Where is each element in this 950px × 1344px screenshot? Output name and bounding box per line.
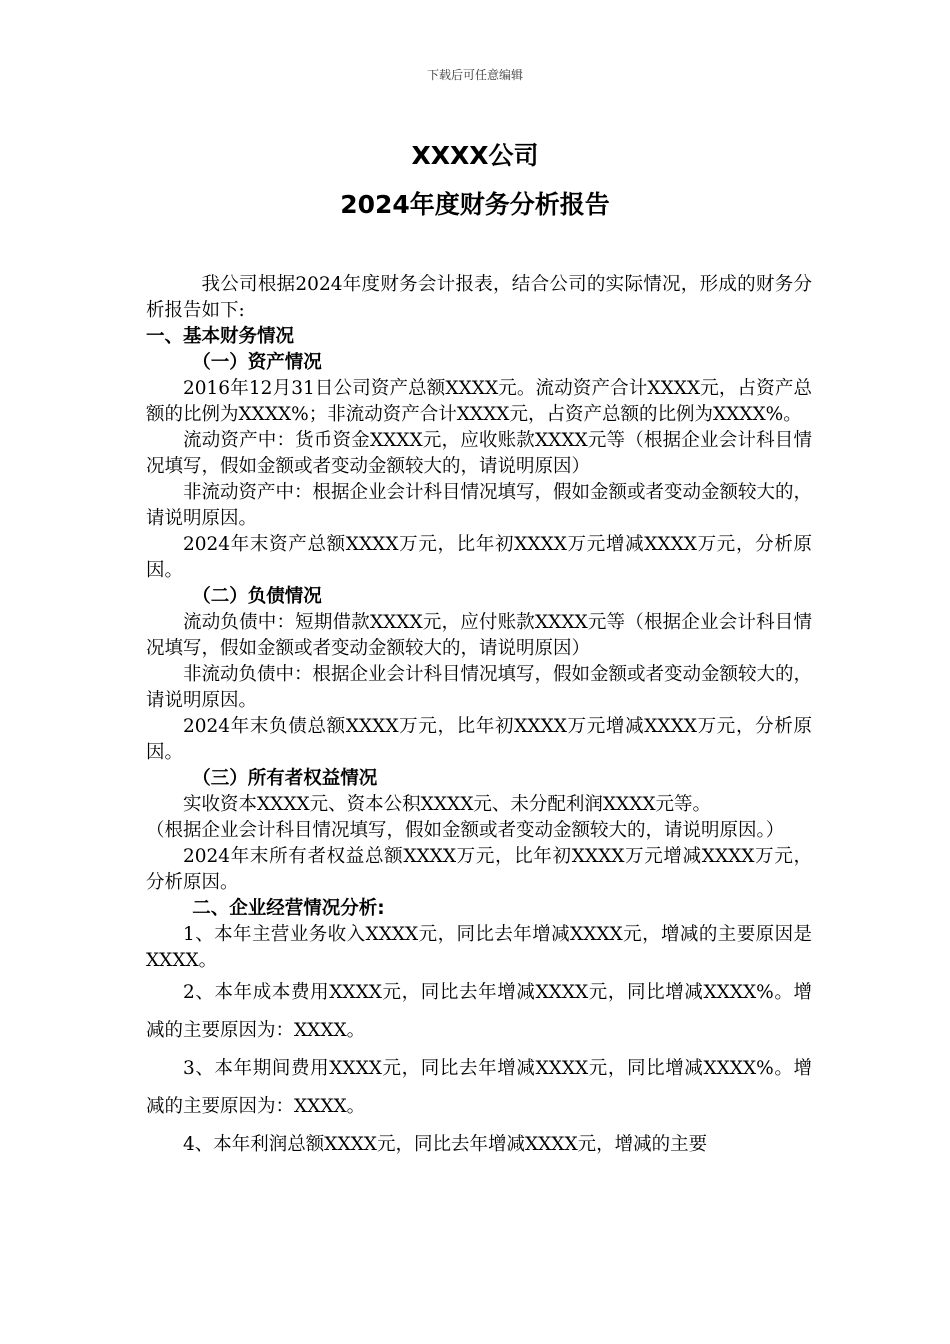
liabilities-paragraph-3: 2024年末负债总额XXXX万元，比年初XXXX万元增减XXXX万元，分析原因。 xyxy=(146,716,812,763)
document-body xyxy=(146,272,812,1164)
intro-paragraph: 我公司根据2024年度财务会计报表，结合公司的实际情况，形成的财务分析报告如下: xyxy=(146,274,812,321)
equity-paragraph-2: 2024年末所有者权益总额XXXX万元，比年初XXXX万元增减XXXX万元，分析原因。 xyxy=(146,846,812,893)
equity-heading: （三）所有者权益情况 xyxy=(192,768,378,789)
assets-heading: （一）资产情况 xyxy=(192,352,322,373)
document-title-report: 2024年度财务分析报告 xyxy=(340,190,610,219)
operations-item-3: 3、本年期间费用XXXX元，同比去年增减XXXX元，同比增减XXXX%。增减的主要原因为：XXXX。 xyxy=(146,1058,812,1117)
assets-paragraph-3: 非流动资产中：根据企业会计科目情况填写，假如金额或者变动金额较大的，请说明原因。 xyxy=(146,482,813,529)
operations-item-1: 1、本年主营业务收入XXXX元，同比去年增减XXXX元，增减的主要原因是XXXX。 xyxy=(146,924,812,971)
section2-heading: 二、企业经营情况分析: xyxy=(192,898,385,919)
equity-paragraph-1a: 实收资本XXXX元、资本公积XXXX元、未分配利润XXXX元等。 xyxy=(183,794,712,815)
section1-heading: 一、基本财务情况 xyxy=(146,326,295,347)
assets-paragraph-4: 2024年末资产总额XXXX万元，比年初XXXX万元增减XXXX万元，分析原因。 xyxy=(146,534,812,581)
liabilities-paragraph-1: 流动负债中：短期借款XXXX元，应付账款XXXX元等（根据企业会计科目情况填写，假如金额或者变动金额较大的，请说明原因） xyxy=(146,612,812,659)
assets-paragraph-1: 2016年12月31日公司资产总额XXXX元。流动资产合计XXXX元，占资产总额的比例为XXXX%；非流动资产合计XXXX元，占资产总额的比例为XXXX%。 xyxy=(146,378,812,425)
page-header-note: 下载后可任意编辑 xyxy=(426,68,523,82)
liabilities-paragraph-2: 非流动负债中：根据企业会计科目情况填写，假如金额或者变动金额较大的，请说明原因。 xyxy=(146,664,813,711)
operations-item-2: 2、本年成本费用XXXX元，同比去年增减XXXX元，同比增减XXXX%。增减的主要原因为：XXXX。 xyxy=(146,982,812,1041)
document-title-company: XXXX公司 xyxy=(411,141,539,170)
liabilities-heading: （二）负债情况 xyxy=(192,586,322,607)
assets-paragraph-2: 流动资产中：货币资金XXXX元，应收账款XXXX元等（根据企业会计科目情况填写，假如金额或者变动金额较大的，请说明原因） xyxy=(146,430,812,477)
equity-paragraph-1b: （根据企业会计科目情况填写，假如金额或者变动金额较大的，请说明原因。） xyxy=(146,820,785,841)
operations-item-4: 4、本年利润总额XXXX元，同比去年增减XXXX元，增减的主要 xyxy=(183,1134,708,1155)
